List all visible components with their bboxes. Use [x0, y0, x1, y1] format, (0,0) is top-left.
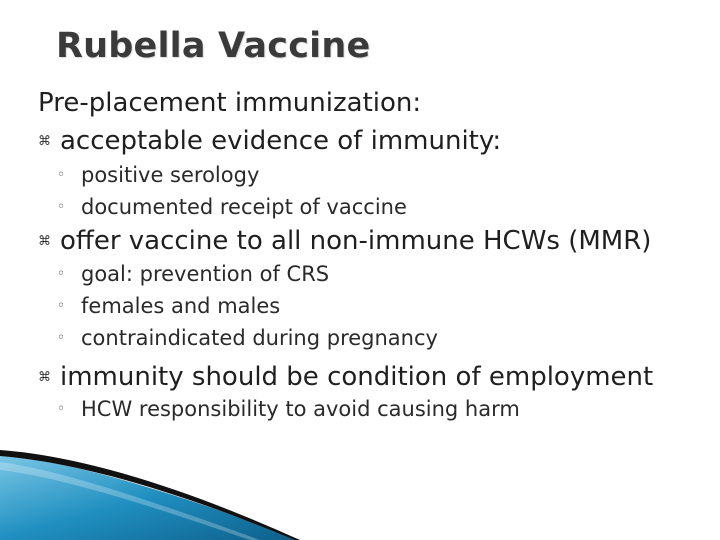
sub-bullet-icon: ◦	[57, 199, 66, 215]
sub-bullet-item	[57, 195, 407, 219]
bullet-item-3	[38, 362, 653, 392]
sub-bullet-item	[57, 262, 329, 286]
sub-bullet-text: goal: prevention of CRS	[81, 262, 330, 286]
bullet-icon: ⌘	[38, 369, 51, 385]
sub-bullet-item	[57, 294, 280, 318]
sub-bullet-text: positive serology	[81, 163, 260, 187]
intro-heading: Pre-placement immunization:	[38, 88, 422, 118]
sub-bullet-icon: ◦	[57, 266, 66, 282]
sub-bullet-icon: ◦	[57, 330, 66, 346]
slide-title: Rubella Vaccine	[56, 26, 371, 66]
sub-bullet-icon: ◦	[57, 401, 66, 417]
sub-bullet-icon: ◦	[57, 167, 66, 183]
bullet-item-1	[38, 126, 501, 156]
sub-bullet-item	[57, 163, 259, 187]
sub-bullet-text: females and males	[81, 294, 281, 318]
sub-bullet-icon: ◦	[57, 298, 66, 314]
bullet-item-2	[38, 226, 651, 256]
swoosh-blue	[0, 454, 300, 540]
sub-bullet-item	[57, 326, 438, 350]
decorative-swoosh	[0, 440, 300, 540]
sub-bullet-text: documented receipt of vaccine	[81, 195, 407, 219]
bullet-text: acceptable evidence of immunity:	[60, 126, 502, 156]
sub-bullet-text: contraindicated during pregnancy	[81, 326, 438, 350]
bullet-icon: ⌘	[38, 133, 51, 149]
bullet-text: immunity should be condition of employment	[60, 362, 654, 392]
sub-bullet-item	[57, 397, 520, 421]
bullet-icon: ⌘	[38, 233, 51, 249]
sub-bullet-text: HCW responsibility to avoid causing harm	[81, 397, 520, 421]
bullet-text: offer vaccine to all non-immune HCWs (MMR)	[60, 226, 652, 256]
